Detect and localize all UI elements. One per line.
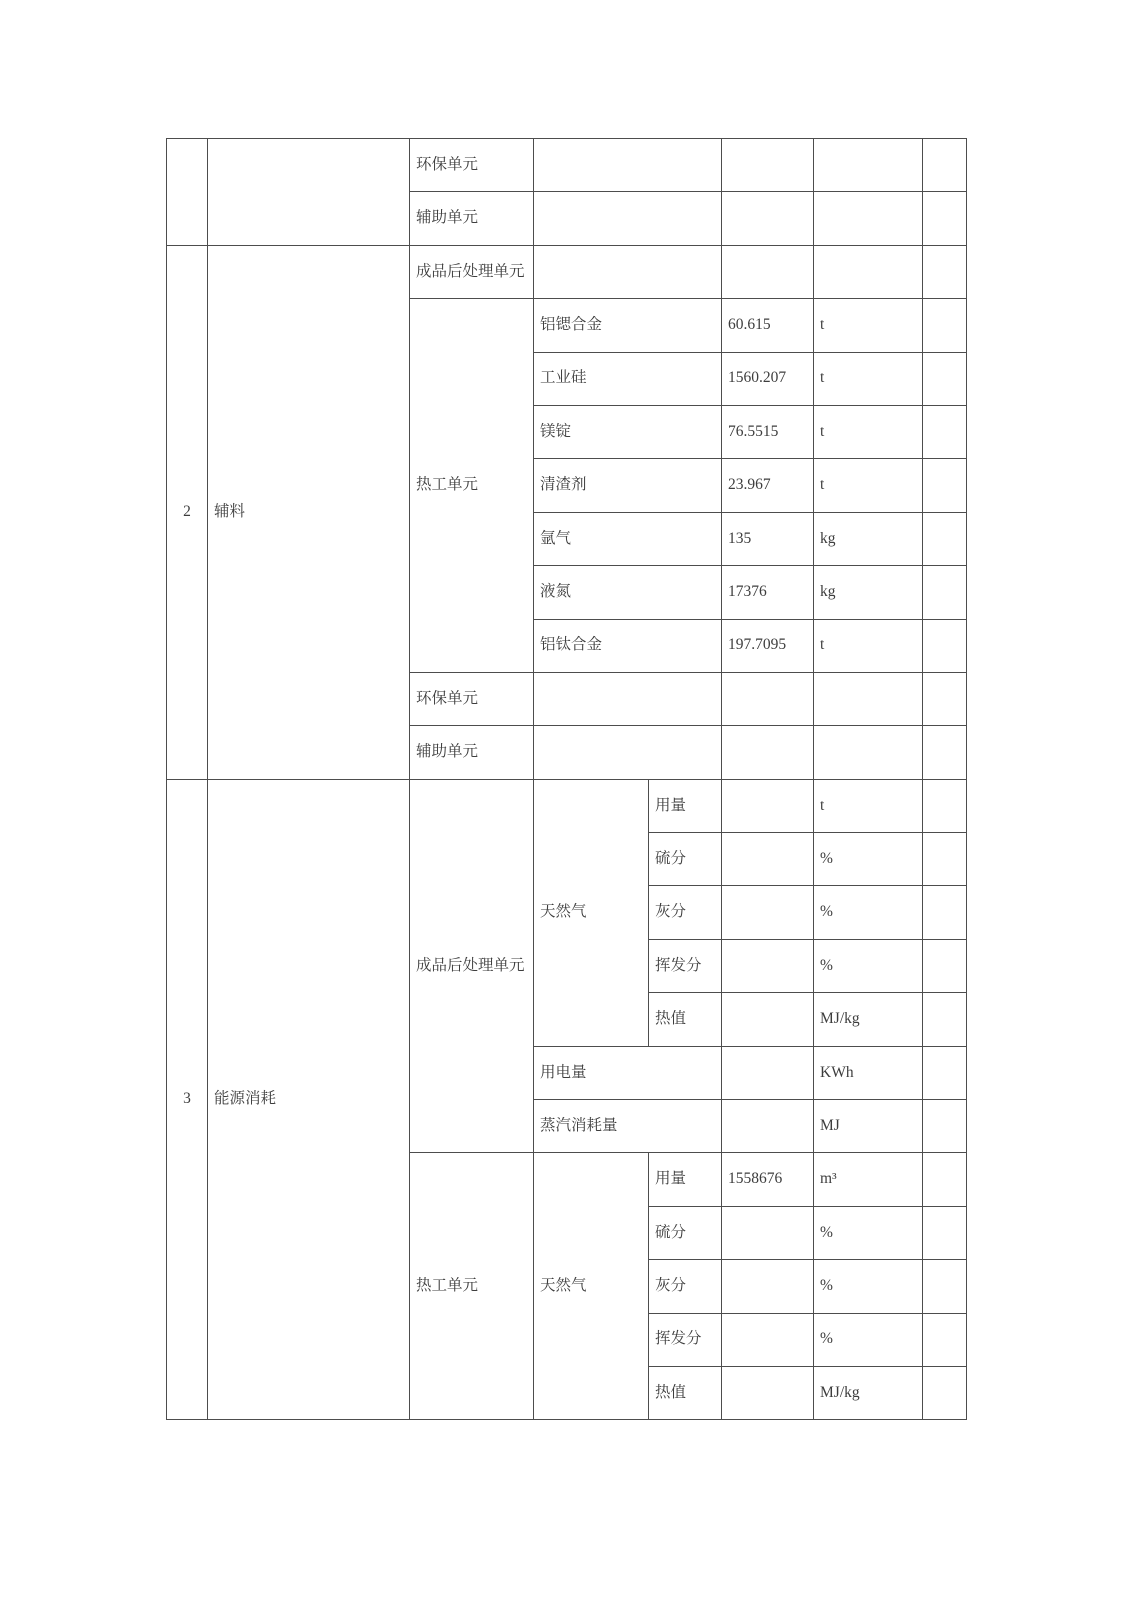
uom-cell: % <box>814 1313 923 1366</box>
process-unit-cell: 环保单元 <box>410 672 534 725</box>
uom-cell: t <box>814 299 923 352</box>
item-cell <box>534 245 722 298</box>
parameter-cell: 用量 <box>649 1153 722 1206</box>
value-cell <box>722 886 814 939</box>
remark-cell <box>923 1313 967 1366</box>
value-cell <box>722 192 814 245</box>
item-cell: 镁锭 <box>534 405 722 458</box>
parameter-cell: 硫分 <box>649 1206 722 1259</box>
item-cell: 铝锶合金 <box>534 299 722 352</box>
uom-cell <box>814 192 923 245</box>
item-cell: 氩气 <box>534 512 722 565</box>
process-unit-cell: 热工单元 <box>410 299 534 673</box>
value-cell: 1560.207 <box>722 352 814 405</box>
item-cell <box>534 192 722 245</box>
process-unit-cell: 辅助单元 <box>410 192 534 245</box>
parameter-cell: 灰分 <box>649 1260 722 1313</box>
value-cell: 1558676 <box>722 1153 814 1206</box>
value-cell <box>722 1260 814 1313</box>
item-cell <box>534 726 722 779</box>
row-number-cell: 3 <box>167 779 208 1420</box>
row-number-cell: 2 <box>167 245 208 779</box>
process-unit-cell: 成品后处理单元 <box>410 245 534 298</box>
remark-cell <box>923 405 967 458</box>
remark-cell <box>923 566 967 619</box>
uom-cell: MJ <box>814 1100 923 1153</box>
remark-cell <box>923 779 967 832</box>
remark-cell <box>923 993 967 1046</box>
value-cell <box>722 833 814 886</box>
parameter-cell: 热值 <box>649 993 722 1046</box>
remark-cell <box>923 1260 967 1313</box>
parameter-cell: 硫分 <box>649 833 722 886</box>
remark-cell <box>923 939 967 992</box>
item-cell: 天然气 <box>534 779 649 1046</box>
table-row <box>167 245 967 298</box>
uom-cell: % <box>814 1260 923 1313</box>
value-cell: 17376 <box>722 566 814 619</box>
value-cell <box>722 139 814 192</box>
table-row <box>167 779 967 832</box>
uom-cell: % <box>814 1206 923 1259</box>
uom-cell: t <box>814 459 923 512</box>
uom-cell: MJ/kg <box>814 1366 923 1419</box>
parameter-cell: 挥发分 <box>649 939 722 992</box>
value-cell: 23.967 <box>722 459 814 512</box>
category-cell: 辅料 <box>208 245 410 779</box>
remark-cell <box>923 1206 967 1259</box>
uom-cell: kg <box>814 566 923 619</box>
parameter-cell: 用量 <box>649 779 722 832</box>
category-cell <box>208 139 410 246</box>
value-cell <box>722 726 814 779</box>
item-cell: 天然气 <box>534 1153 649 1420</box>
process-unit-cell: 环保单元 <box>410 139 534 192</box>
remark-cell <box>923 299 967 352</box>
remark-cell <box>923 672 967 725</box>
uom-cell: % <box>814 833 923 886</box>
uom-cell: KWh <box>814 1046 923 1099</box>
uom-cell: t <box>814 352 923 405</box>
category-cell: 能源消耗 <box>208 779 410 1420</box>
remark-cell <box>923 726 967 779</box>
uom-cell: t <box>814 779 923 832</box>
item-cell <box>534 139 722 192</box>
remark-cell <box>923 459 967 512</box>
remark-cell <box>923 1366 967 1419</box>
remark-cell <box>923 833 967 886</box>
remark-cell <box>923 139 967 192</box>
materials-energy-table <box>166 138 967 1420</box>
uom-cell: t <box>814 405 923 458</box>
uom-cell: % <box>814 939 923 992</box>
value-cell: 60.615 <box>722 299 814 352</box>
uom-cell: % <box>814 886 923 939</box>
remark-cell <box>923 245 967 298</box>
process-unit-cell: 成品后处理单元 <box>410 779 534 1153</box>
remark-cell <box>923 352 967 405</box>
item-cell: 清渣剂 <box>534 459 722 512</box>
uom-cell <box>814 245 923 298</box>
value-cell: 197.7095 <box>722 619 814 672</box>
value-cell <box>722 993 814 1046</box>
parameter-cell: 灰分 <box>649 886 722 939</box>
uom-cell <box>814 672 923 725</box>
remark-cell <box>923 886 967 939</box>
value-cell: 135 <box>722 512 814 565</box>
parameter-cell: 挥发分 <box>649 1313 722 1366</box>
table-row <box>167 139 967 192</box>
item-cell: 用电量 <box>534 1046 722 1099</box>
value-cell <box>722 1046 814 1099</box>
remark-cell <box>923 512 967 565</box>
process-unit-cell: 热工单元 <box>410 1153 534 1420</box>
process-unit-cell: 辅助单元 <box>410 726 534 779</box>
uom-cell: kg <box>814 512 923 565</box>
item-cell <box>534 672 722 725</box>
uom-cell: MJ/kg <box>814 993 923 1046</box>
value-cell <box>722 1313 814 1366</box>
value-cell <box>722 1100 814 1153</box>
item-cell: 工业硅 <box>534 352 722 405</box>
row-number-cell <box>167 139 208 246</box>
value-cell <box>722 939 814 992</box>
value-cell <box>722 1366 814 1419</box>
uom-cell <box>814 139 923 192</box>
remark-cell <box>923 1100 967 1153</box>
remark-cell <box>923 1046 967 1099</box>
uom-cell <box>814 726 923 779</box>
value-cell <box>722 245 814 298</box>
value-cell <box>722 1206 814 1259</box>
uom-cell: m³ <box>814 1153 923 1206</box>
value-cell <box>722 779 814 832</box>
parameter-cell: 热值 <box>649 1366 722 1419</box>
remark-cell <box>923 192 967 245</box>
item-cell: 蒸汽消耗量 <box>534 1100 722 1153</box>
value-cell: 76.5515 <box>722 405 814 458</box>
item-cell: 液氮 <box>534 566 722 619</box>
value-cell <box>722 672 814 725</box>
uom-cell: t <box>814 619 923 672</box>
remark-cell <box>923 1153 967 1206</box>
remark-cell <box>923 619 967 672</box>
item-cell: 铝钛合金 <box>534 619 722 672</box>
